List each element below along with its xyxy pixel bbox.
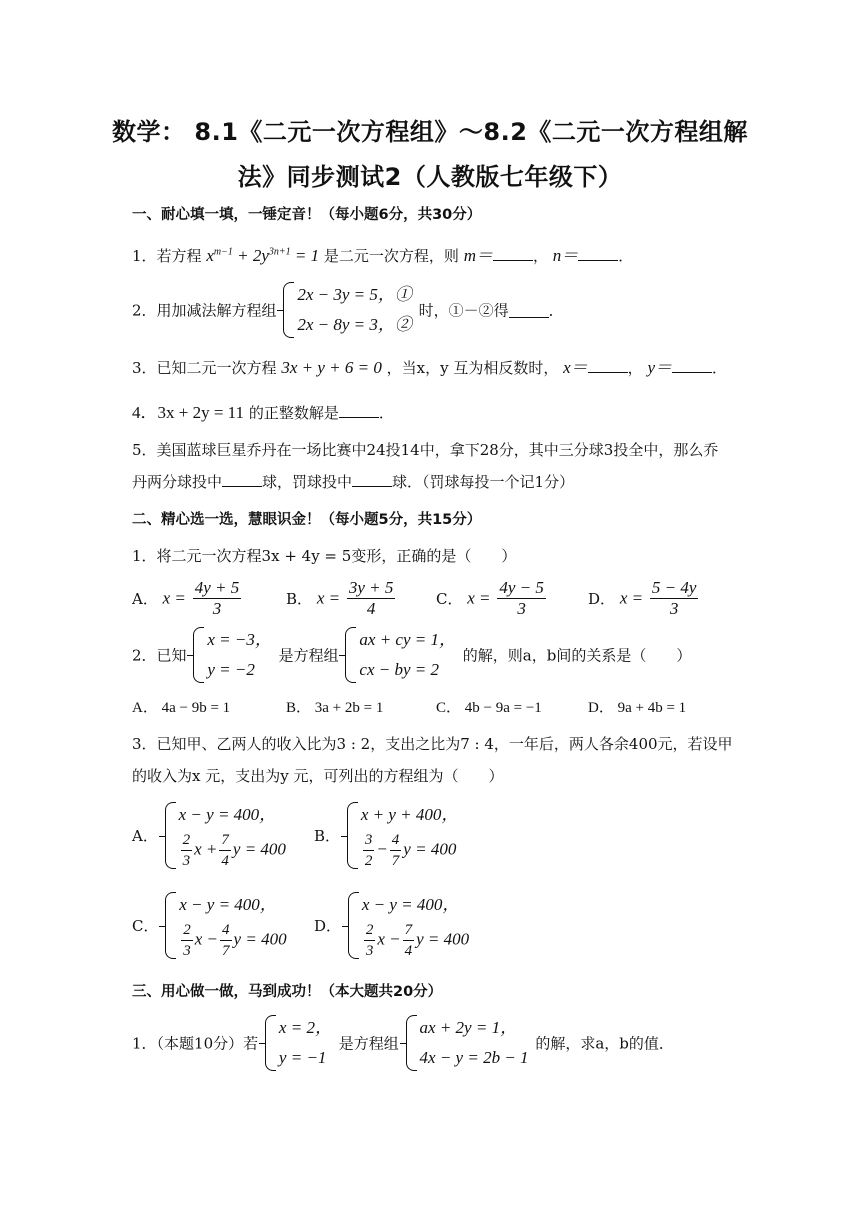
solution-system: x = 2， y = −1 bbox=[265, 1013, 332, 1073]
s2-question-3-line-2: 的收入为x 元，支出为y 元，可列出的方程组为（ ） bbox=[132, 767, 504, 785]
s2q1-option-c[interactable]: C． x = $\frac{4y - 5}{3}$ bbox=[436, 578, 544, 618]
s2q1-option-a[interactable]: A． x = $\frac{4y + 5}{3}$ bbox=[132, 578, 240, 618]
s2-question-3-line-1: 3．已知甲、乙两人的收入比为3 : 2，支出之比为7 : 4，一年后，两人各余400元，若设甲 bbox=[132, 735, 733, 753]
s1-question-4: 4．3x + 2y = 11 的正整数解是 ． bbox=[132, 403, 394, 422]
equation-system: 2x − 3y = 5，① 2x − 8y = 3，② bbox=[283, 280, 412, 340]
s2-question-1-stem: 1．将二元一次方程3x + 4y = 5变形，正确的是（ ） bbox=[132, 547, 517, 565]
answer-blank[interactable] bbox=[672, 358, 712, 373]
s2q2-option-a[interactable]: A． 4a − 9b = 1 bbox=[132, 700, 231, 716]
solution-system: x = −3， y = −2 bbox=[193, 625, 272, 685]
s1-question-1: 1．若方程 $x^{m-1} + 2y^{3n+1} = 1$ 是二元一次方程，则 m＝ ， n＝ ． bbox=[132, 246, 634, 265]
answer-blank[interactable] bbox=[493, 246, 533, 261]
answer-blank[interactable] bbox=[222, 472, 262, 487]
equation-system: ax + cy = 1， cx − by = 2 bbox=[345, 625, 456, 685]
s1-question-3: 3．已知二元一次方程 3x + y + 6 = 0 ，当x，y 互为相反数时， x＝ ， y＝ ． bbox=[132, 358, 727, 377]
s2q3-option-c[interactable]: C． x − y = 400， $\frac{2}{3}$ x − $\frac{4}{7}$ y = 400 bbox=[132, 890, 289, 961]
s2q3-option-d[interactable]: D． x − y = 400， $\frac{2}{3}$ x − $\frac{7}{4}$ y = 400 bbox=[314, 890, 471, 961]
s2q3-option-b[interactable]: B． x + y + 400， $\frac{3}{2}$ − $\frac{4}{7}$ y = 400 bbox=[314, 800, 460, 871]
s2-question-2: 2．已知 x = −3， y = −2 是方程组 ax + cy = 1， cx − by = 2 的解，则a，b间的关系是（ ） bbox=[132, 625, 691, 685]
s2q1-option-d[interactable]: D． x = $\frac{5 - 4y}{3}$ bbox=[588, 578, 697, 618]
title-line-1: 数学： 8.1《二元一次方程组》～8.2《二元一次方程组解 bbox=[112, 118, 748, 146]
s2q2-option-d[interactable]: D． 9a + 4b = 1 bbox=[588, 700, 687, 716]
s2q1-option-b[interactable]: B． x = $\frac{3y + 5}{4}$ bbox=[286, 578, 394, 618]
answer-blank[interactable] bbox=[588, 358, 628, 373]
title-line-2: 法》同步测试2（人教版七年级下） bbox=[237, 163, 623, 191]
section2-heading: 二、精心选一选，慧眼识金！（每小题5分，共15分） bbox=[132, 512, 482, 528]
s1q1-equation: $x^{m-1} + 2y^{3n+1} = 1$ bbox=[206, 246, 320, 265]
s3-question-1: 1．（本题10分）若 x = 2， y = −1 是方程组 ax + 2y = 1， 4x − y = 2b − 1 的解，求a，b的值． bbox=[132, 1013, 674, 1073]
s2q2-option-b[interactable]: B． 3a + 2b = 1 bbox=[286, 700, 384, 716]
answer-blank[interactable] bbox=[339, 403, 379, 418]
s2q3-option-a[interactable]: A． x − y = 400， $\frac{2}{3}$ x + $\frac{7}{4}$ y = 400 bbox=[132, 800, 288, 871]
answer-blank[interactable] bbox=[352, 472, 392, 487]
section3-heading: 三、用心做一做，马到成功！（本大题共20分） bbox=[132, 984, 443, 1000]
s1-question-5-line-2: 丹两分球投中 球，罚球投中 球．（罚球每投一个记1分） bbox=[132, 473, 575, 491]
s1-question-5-line-1: 5．美国蓝球巨星乔丹在一场比赛中24投14中，拿下28分，其中三分球3投全中，那么乔 bbox=[132, 441, 719, 459]
s1-question-2: 2．用加减法解方程组 2x − 3y = 5，① 2x − 8y = 3，② 时，①－②得 ． bbox=[132, 280, 564, 340]
equation-system: ax + 2y = 1， 4x − y = 2b − 1 bbox=[406, 1013, 529, 1073]
answer-blank[interactable] bbox=[578, 246, 618, 261]
answer-blank[interactable] bbox=[509, 303, 549, 318]
s2q2-option-c[interactable]: C． 4b − 9a = −1 bbox=[436, 700, 542, 716]
section1-heading: 一、耐心填一填，一锤定音！（每小题6分，共30分） bbox=[132, 207, 482, 223]
